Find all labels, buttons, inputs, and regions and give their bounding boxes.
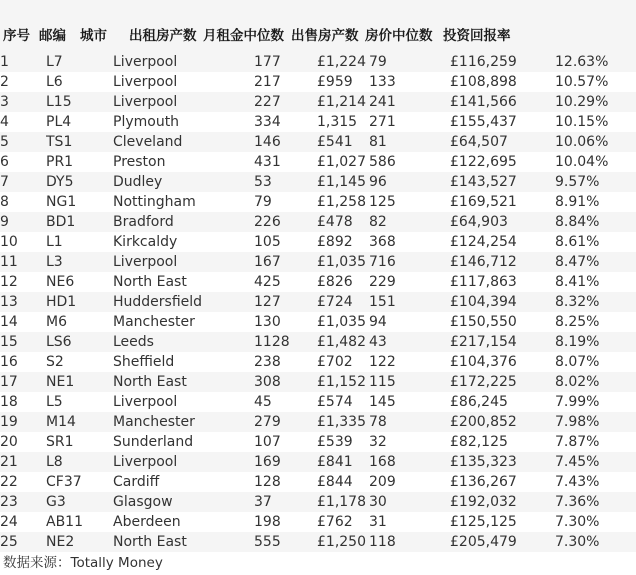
cell-index: 6 [0,152,46,172]
cell-median-price: £104,394 [450,292,555,312]
cell-sale-count: 271 [369,112,450,132]
cell-sale-count: 115 [369,372,450,392]
cell-sale-count: 209 [369,472,450,492]
cell-index: 8 [0,192,46,212]
cell-index: 24 [0,512,46,532]
cell-median-rent: £541 [317,132,369,152]
table-row [0,392,636,412]
cell-index: 2 [0,72,46,92]
cell-median-rent: £1,224 [317,52,369,72]
cell-median-price: £172,225 [450,372,555,392]
cell-postcode: LS6 [46,332,113,352]
cell-median-rent: £1,152 [317,372,369,392]
cell-postcode: L8 [46,452,113,472]
cell-city: Liverpool [113,452,254,472]
cell-yield: 10.15% [555,112,636,132]
cell-sale-count: 125 [369,192,450,212]
cell-median-rent: £1,335 [317,412,369,432]
cell-city: North East [113,272,254,292]
table-row [0,52,636,72]
cell-index: 4 [0,112,46,132]
table-row [0,352,636,372]
cell-median-rent: £841 [317,452,369,472]
cell-index: 1 [0,52,46,72]
cell-city: Liverpool [113,392,254,412]
cell-median-price: £108,898 [450,72,555,92]
cell-median-price: £125,125 [450,512,555,532]
cell-median-price: £135,323 [450,452,555,472]
cell-median-price: £200,852 [450,412,555,432]
header-yield [443,0,636,52]
cell-postcode: HD1 [46,292,113,312]
header-sale-count-text: 出售房产数 [291,28,359,44]
cell-median-price: £217,154 [450,332,555,352]
header-yield-text: 投资回报率 [443,28,511,44]
cell-median-price: £86,245 [450,392,555,412]
cell-postcode: L1 [46,232,113,252]
cell-rental-count: 130 [254,312,317,332]
cell-index: 10 [0,232,46,252]
cell-median-price: £155,437 [450,112,555,132]
cell-city: Preston [113,152,254,172]
cell-city: Dudley [113,172,254,192]
cell-postcode: CF37 [46,472,113,492]
table-row [0,152,636,172]
cell-city: Liverpool [113,52,254,72]
cell-yield: 7.30% [555,532,636,552]
cell-yield: 7.45% [555,452,636,472]
cell-postcode: S2 [46,352,113,372]
table-row [0,532,636,552]
cell-rental-count: 217 [254,72,317,92]
table-row [0,292,636,312]
cell-city: Liverpool [113,92,254,112]
cell-index: 3 [0,92,46,112]
cell-index: 25 [0,532,46,552]
cell-index: 19 [0,412,46,432]
cell-index: 13 [0,292,46,312]
cell-postcode: L3 [46,252,113,272]
table-body [0,52,636,552]
cell-index: 14 [0,312,46,332]
cell-postcode: NG1 [46,192,113,212]
cell-city: Cleveland [113,132,254,152]
cell-median-rent: £844 [317,472,369,492]
table-row [0,172,636,192]
cell-postcode: TS1 [46,132,113,152]
cell-yield: 8.47% [555,252,636,272]
cell-yield: 8.07% [555,352,636,372]
cell-sale-count: 32 [369,432,450,452]
cell-index: 20 [0,432,46,452]
cell-yield: 10.04% [555,152,636,172]
cell-city: Glasgow [113,492,254,512]
header-median-rent-text: 月租金中位数 [203,28,284,44]
cell-postcode: M6 [46,312,113,332]
table-row [0,332,636,352]
cell-yield: 9.57% [555,172,636,192]
table-row [0,72,636,92]
cell-city: Sheffield [113,352,254,372]
cell-median-rent: £762 [317,512,369,532]
cell-median-rent: £1,482 [317,332,369,352]
cell-sale-count: 96 [369,172,450,192]
cell-postcode: SR1 [46,432,113,452]
cell-sale-count: 241 [369,92,450,112]
cell-rental-count: 238 [254,352,317,372]
cell-sale-count: 145 [369,392,450,412]
cell-sale-count: 229 [369,272,450,292]
cell-rental-count: 425 [254,272,317,292]
cell-median-price: £122,695 [450,152,555,172]
cell-yield: 12.63% [555,52,636,72]
table-row [0,112,636,132]
cell-median-price: £141,566 [450,92,555,112]
cell-yield: 8.32% [555,292,636,312]
cell-postcode: PL4 [46,112,113,132]
cell-postcode: NE6 [46,272,113,292]
cell-postcode: AB11 [46,512,113,532]
cell-city: Nottingham [113,192,254,212]
table-row [0,252,636,272]
cell-city: Aberdeen [113,512,254,532]
cell-median-rent: £1,250 [317,532,369,552]
header-median-price-text: 房价中位数 [365,28,433,44]
cell-median-price: £116,259 [450,52,555,72]
cell-yield: 7.87% [555,432,636,452]
cell-rental-count: 226 [254,212,317,232]
table-row [0,192,636,212]
cell-index: 11 [0,252,46,272]
cell-median-price: £146,712 [450,252,555,272]
cell-city: Manchester [113,312,254,332]
cell-median-rent: £539 [317,432,369,452]
cell-yield: 7.43% [555,472,636,492]
cell-median-price: £82,125 [450,432,555,452]
cell-rental-count: 146 [254,132,317,152]
cell-median-price: £104,376 [450,352,555,372]
table-row [0,472,636,492]
cell-city: Liverpool [113,252,254,272]
cell-median-price: £143,527 [450,172,555,192]
cell-median-rent: £959 [317,72,369,92]
cell-rental-count: 128 [254,472,317,492]
cell-index: 9 [0,212,46,232]
cell-rental-count: 227 [254,92,317,112]
cell-median-price: £64,507 [450,132,555,152]
cell-median-price: £64,903 [450,212,555,232]
cell-index: 15 [0,332,46,352]
cell-sale-count: 81 [369,132,450,152]
cell-yield: 10.29% [555,92,636,112]
source-note: 数据来源：Totally Money [3,555,163,571]
cell-yield: 8.91% [555,192,636,212]
cell-median-rent: £826 [317,272,369,292]
header-postcode-text: 邮编 [39,28,66,44]
cell-sale-count: 133 [369,72,450,92]
cell-median-rent: £724 [317,292,369,312]
table-row [0,492,636,512]
cell-median-price: £192,032 [450,492,555,512]
table-row [0,132,636,152]
cell-city: Leeds [113,332,254,352]
cell-rental-count: 169 [254,452,317,472]
cell-index: 21 [0,452,46,472]
cell-city: North East [113,372,254,392]
cell-yield: 7.30% [555,512,636,532]
cell-rental-count: 37 [254,492,317,512]
cell-rental-count: 107 [254,432,317,452]
cell-city: Sunderland [113,432,254,452]
cell-rental-count: 167 [254,252,317,272]
cell-sale-count: 43 [369,332,450,352]
cell-index: 18 [0,392,46,412]
cell-yield: 7.98% [555,412,636,432]
table-row [0,372,636,392]
cell-sale-count: 368 [369,232,450,252]
cell-yield: 7.99% [555,392,636,412]
cell-rental-count: 127 [254,292,317,312]
cell-rental-count: 1128 [254,332,317,352]
table-row [0,412,636,432]
cell-median-price: £169,521 [450,192,555,212]
cell-yield: 8.84% [555,212,636,232]
cell-city: Manchester [113,412,254,432]
cell-index: 16 [0,352,46,372]
cell-city: Huddersfield [113,292,254,312]
cell-sale-count: 79 [369,52,450,72]
cell-rental-count: 334 [254,112,317,132]
table-row [0,432,636,452]
table-row [0,452,636,472]
cell-index: 23 [0,492,46,512]
cell-sale-count: 151 [369,292,450,312]
header-city-text: 城市 [80,28,107,44]
cell-postcode: PR1 [46,152,113,172]
cell-sale-count: 168 [369,452,450,472]
cell-median-rent: £892 [317,232,369,252]
header-rental-count-text: 出租房产数 [129,28,197,44]
cell-sale-count: 78 [369,412,450,432]
table-row [0,512,636,532]
cell-city: Bradford [113,212,254,232]
cell-median-rent: £478 [317,212,369,232]
cell-median-rent: £574 [317,392,369,412]
cell-median-price: £124,254 [450,232,555,252]
cell-index: 22 [0,472,46,492]
cell-postcode: L15 [46,92,113,112]
cell-rental-count: 431 [254,152,317,172]
cell-yield: 8.41% [555,272,636,292]
cell-rental-count: 555 [254,532,317,552]
cell-median-rent: £702 [317,352,369,372]
cell-median-price: £117,863 [450,272,555,292]
table-row [0,212,636,232]
cell-yield: 8.61% [555,232,636,252]
cell-postcode: G3 [46,492,113,512]
cell-sale-count: 30 [369,492,450,512]
table-row [0,272,636,292]
cell-postcode: NE1 [46,372,113,392]
cell-sale-count: 586 [369,152,450,172]
cell-postcode: M14 [46,412,113,432]
cell-median-price: £136,267 [450,472,555,492]
cell-yield: 8.19% [555,332,636,352]
cell-median-rent: 1,315 [317,112,369,132]
cell-sale-count: 82 [369,212,450,232]
cell-median-rent: £1,035 [317,252,369,272]
cell-median-rent: £1,027 [317,152,369,172]
cell-yield: 8.25% [555,312,636,332]
cell-city: Liverpool [113,72,254,92]
cell-rental-count: 177 [254,52,317,72]
cell-index: 17 [0,372,46,392]
cell-sale-count: 122 [369,352,450,372]
cell-index: 12 [0,272,46,292]
cell-median-price: £205,479 [450,532,555,552]
cell-rental-count: 198 [254,512,317,532]
cell-yield: 10.57% [555,72,636,92]
cell-index: 5 [0,132,46,152]
cell-postcode: BD1 [46,212,113,232]
cell-median-rent: £1,035 [317,312,369,332]
cell-postcode: L7 [46,52,113,72]
cell-city: Cardiff [113,472,254,492]
cell-yield: 10.06% [555,132,636,152]
cell-postcode: NE2 [46,532,113,552]
cell-median-price: £150,550 [450,312,555,332]
cell-city: Kirkcaldy [113,232,254,252]
table-header-row [0,0,636,52]
cell-sale-count: 31 [369,512,450,532]
cell-median-rent: £1,214 [317,92,369,112]
cell-postcode: DY5 [46,172,113,192]
cell-postcode: L5 [46,392,113,412]
cell-median-rent: £1,178 [317,492,369,512]
cell-sale-count: 716 [369,252,450,272]
cell-rental-count: 279 [254,412,317,432]
cell-median-rent: £1,258 [317,192,369,212]
cell-yield: 7.36% [555,492,636,512]
cell-city: North East [113,532,254,552]
cell-sale-count: 94 [369,312,450,332]
cell-rental-count: 53 [254,172,317,192]
table-row [0,232,636,252]
cell-sale-count: 118 [369,532,450,552]
table-row [0,92,636,112]
cell-rental-count: 45 [254,392,317,412]
cell-postcode: L6 [46,72,113,92]
cell-rental-count: 308 [254,372,317,392]
cell-city: Plymouth [113,112,254,132]
cell-yield: 8.02% [555,372,636,392]
cell-median-rent: £1,145 [317,172,369,192]
cell-rental-count: 79 [254,192,317,212]
header-index-text: 序号 [3,28,30,44]
cell-rental-count: 105 [254,232,317,252]
table-row [0,312,636,332]
cell-index: 7 [0,172,46,192]
